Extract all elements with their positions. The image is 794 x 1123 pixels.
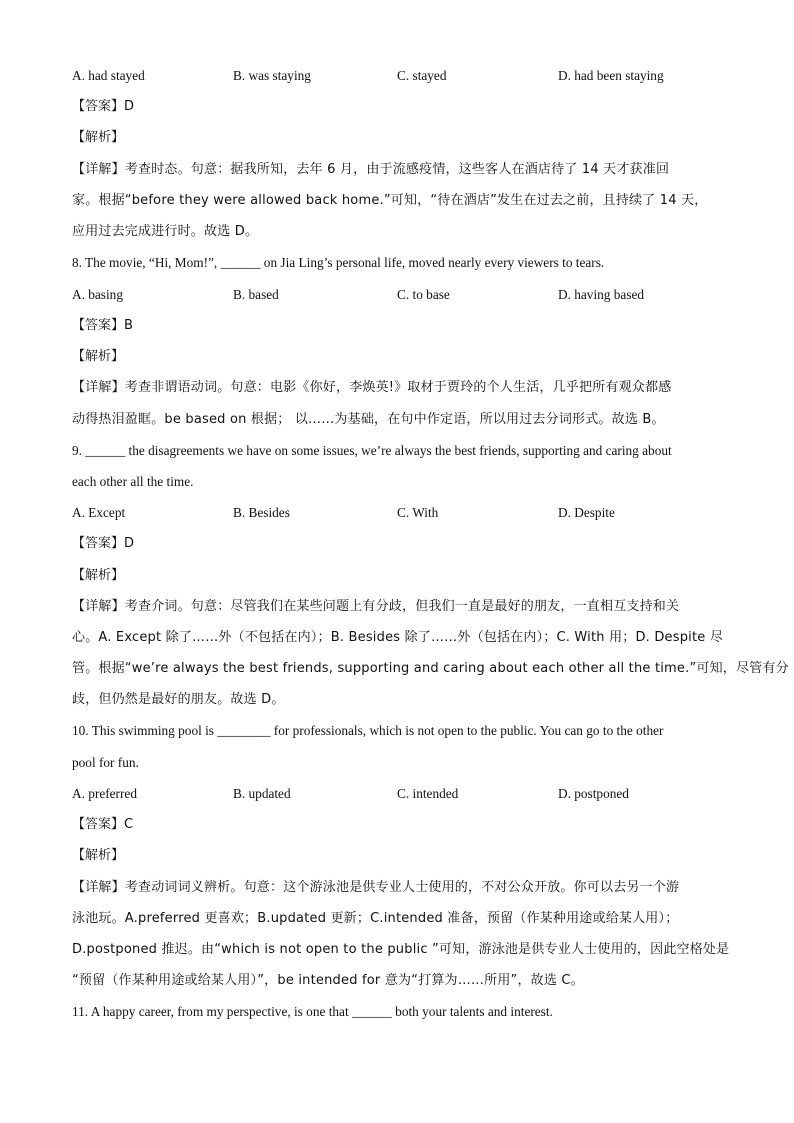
q7-option-a: A. had stayed: [72, 68, 145, 83]
q8-stem: 8. The movie, “Hi, Mom!”, ______ on Jia Ling’s personal life, moved nearly every viewers to tears.: [72, 255, 605, 270]
q9-option-a: A. Except: [72, 505, 126, 520]
q10-option-b: B. updated: [233, 786, 291, 801]
q9-stem-line: each other all the time.: [72, 474, 194, 489]
q10-options: [72, 784, 732, 804]
q9-detail-line: 歧，但仍然是最好的朋友。故选 D。: [72, 692, 285, 707]
q10-stem-line: 10. This swimming pool is ________ for professionals, which is not open to the public. You can go to the other: [72, 723, 664, 738]
q7-option-c: C. stayed: [397, 68, 447, 83]
q7-detail-line: 【详解】考查时态。句意：据我所知，去年 6 月，由于流感疫情，这些客人在酒店待了 14 天才获准回: [72, 162, 670, 177]
q9-detail-line: 【详解】考查介词。句意：尽管我们在某些问题上有分歧，但我们一直是最好的朋友，一直相互支持和关: [72, 599, 680, 614]
q8-answer: 【答案】B: [72, 318, 133, 333]
q8-analysis-label: 【解析】: [72, 349, 125, 364]
q10-detail-line: 泳池玩。A.preferred 更喜欢；B.updated 更新；C.intended 准备，预留（作某种用途或给某人用）；: [72, 911, 679, 926]
q8-options: [72, 285, 732, 305]
q8-detail-line: 动得热泪盈眶。be based on 根据； 以……为基础，在句中作定语，所以用过去分词形式。故选 B。: [72, 412, 665, 427]
q10-detail-line: “预留（作某种用途或给某人用）”，be intended for 意为“打算为……所用”，故选 C。: [72, 973, 584, 988]
q10-option-c: C. intended: [397, 786, 459, 801]
q10-answer: 【答案】C: [72, 817, 134, 832]
q11-stem: 11. A happy career, from my perspective, is one that ______ both your talents and interest.: [72, 1004, 553, 1019]
q9-detail-line: 心。A. Except 除了……外（不包括在内）；B. Besides 除了……外（包括在内）；C. With 用；D. Despite 尽: [72, 630, 724, 645]
q7-options: [72, 66, 732, 86]
q8-option-b: B. based: [233, 287, 279, 302]
q8-option-d: D. having based: [558, 287, 645, 302]
q7-option-d: D. had been staying: [558, 68, 664, 83]
q9-answer: 【答案】D: [72, 536, 135, 551]
q8-option-a: A. basing: [72, 287, 123, 302]
q9-analysis-label: 【解析】: [72, 568, 125, 583]
q10-detail-line: D.postponed 推迟。由“which is not open to the public ”可知，游泳池是供专业人士使用的，因此空格处是: [72, 942, 730, 957]
q10-analysis-label: 【解析】: [72, 848, 125, 863]
q10-option-a: A. preferred: [72, 786, 137, 801]
q8-detail-line: 【详解】考查非谓语动词。句意：电影《你好，李焕英!》取材于贾玲的个人生活，几乎把所有观众都感: [72, 380, 672, 395]
q7-analysis-label: 【解析】: [72, 130, 125, 145]
q7-answer: 【答案】D: [72, 99, 135, 114]
q9-options: [72, 503, 732, 523]
q9-detail-line: 管。根据“we’re always the best friends, supporting and caring about each other all the time.”可知，尽管有分: [72, 661, 789, 676]
q10-option-d: D. postponed: [558, 786, 629, 801]
q7-detail-line: 家。根据“before they were allowed back home.”可知，“待在酒店”发生在过去之前，且持续了 14 天，: [72, 193, 708, 208]
q10-stem-line: pool for fun.: [72, 755, 139, 770]
q10-detail-line: 【详解】考查动词词义辨析。句意：这个游泳池是供专业人士使用的，不对公众开放。你可以去另一个游: [72, 880, 680, 895]
q9-option-d: D. Despite: [558, 505, 615, 520]
q9-option-b: B. Besides: [233, 505, 290, 520]
q7-detail-line: 应用过去完成进行时。故选 D。: [72, 224, 259, 239]
q8-option-c: C. to base: [397, 287, 450, 302]
q7-option-b: B. was staying: [233, 68, 311, 83]
q9-stem-line: 9. ______ the disagreements we have on some issues, we’re always the best friends, supporting and caring about: [72, 443, 672, 458]
q9-option-c: C. With: [397, 505, 439, 520]
